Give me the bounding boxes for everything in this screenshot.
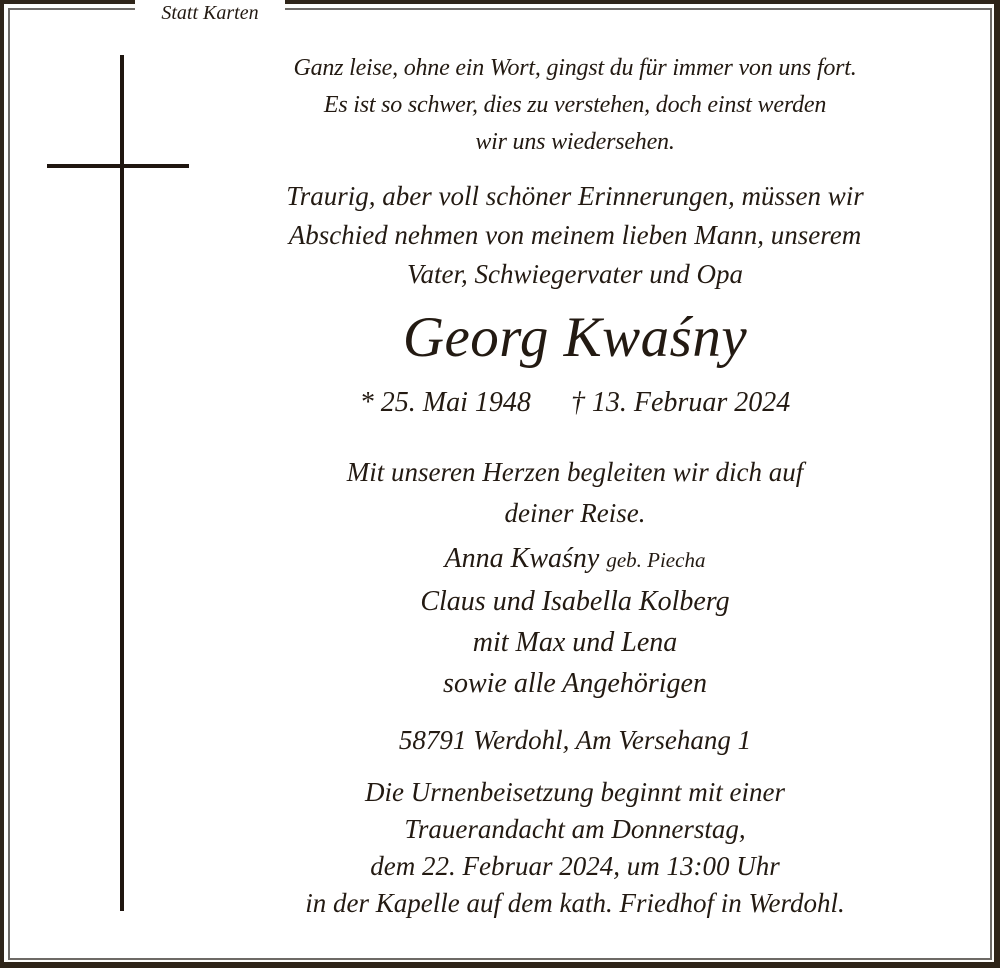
birth-date: * 25. Mai 1948	[359, 387, 531, 418]
service-line: Die Urnenbeisetzung beginnt mit einer	[365, 777, 785, 807]
mourner-line: Claus und Isabella Kolberg	[420, 586, 730, 617]
poem	[200, 50, 950, 161]
poem-line: Ganz leise, ohne ein Wort, gingst du für immer von uns fort.	[293, 55, 857, 81]
service-line: Trauerandacht am Donnerstag,	[404, 814, 746, 844]
spouse-name: Anna Kwaśny	[444, 543, 600, 574]
mourner-line: sowie alle Angehörigen	[443, 668, 707, 699]
cross-icon-horizontal	[47, 164, 189, 168]
family-address: 58791 Werdohl, Am Versehang 1	[398, 725, 752, 755]
service-line: dem 22. Februar 2024, um 13:00 Uhr	[370, 851, 780, 881]
intro-line: Abschied nehmen von meinem lieben Mann, unserem	[288, 220, 862, 250]
deceased-name: Georg Kwaśny	[402, 306, 748, 369]
statt-karten-label: Statt Karten	[135, 0, 285, 34]
life-dates	[200, 385, 950, 421]
death-date: † 13. Februar 2024	[570, 387, 791, 418]
intro-line: Traurig, aber voll schöner Erinnerungen, müssen wir	[286, 181, 864, 211]
farewell-line: Mit unseren Herzen begleiten wir dich auf	[346, 457, 804, 487]
service-line: in der Kapelle auf dem kath. Friedhof in Werdohl.	[305, 888, 845, 918]
cross-icon-vertical	[120, 55, 124, 911]
spouse-maiden-name: geb. Piecha	[606, 548, 706, 572]
mourner-line: mit Max und Lena	[472, 627, 678, 658]
farewell-text	[200, 452, 950, 534]
intro-text	[200, 177, 950, 294]
poem-line: Es ist so schwer, dies zu verstehen, doch einst werden	[323, 92, 827, 118]
mourners-list	[200, 538, 950, 704]
poem-line: wir uns wiedersehen.	[475, 129, 675, 155]
service-details	[200, 774, 950, 922]
spouse-line	[200, 538, 950, 581]
farewell-line: deiner Reise.	[504, 498, 646, 528]
intro-line: Vater, Schwiegervater und Opa	[407, 259, 743, 289]
